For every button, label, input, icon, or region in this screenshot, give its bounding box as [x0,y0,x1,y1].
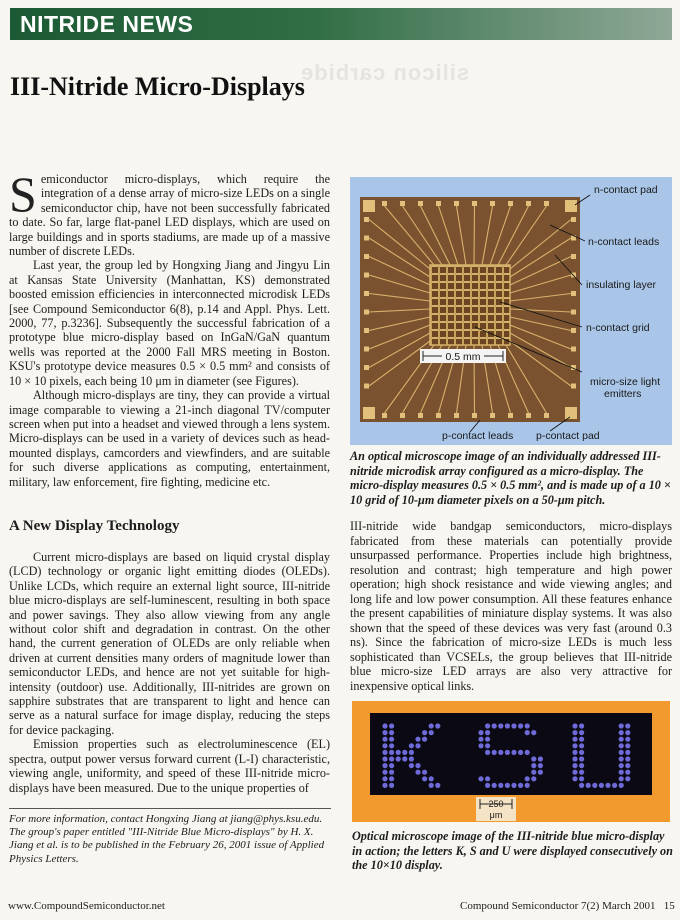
pixel-u [572,750,577,755]
pixel-s [531,756,536,761]
pixel-u [586,783,591,788]
pixel-k [389,763,394,768]
pixel-u [605,783,610,788]
pixel-k [429,783,434,788]
pixel-u [619,750,624,755]
contact-lead [474,206,475,265]
contact-pad [571,328,576,333]
contact-pad [364,328,369,333]
fig2-scale [352,795,670,825]
label-n-contact-leads: n-contact leads [588,236,660,248]
pixel-s [485,783,490,788]
pixel-u [592,783,597,788]
pixel-k [389,770,394,775]
pixel-k [409,750,414,755]
pixel-s [478,743,483,748]
pixel-s [498,723,503,728]
pixel-u [619,763,624,768]
pixel-s [525,750,530,755]
pixel-s [518,723,523,728]
pixel-k [415,737,420,742]
contact-pad [571,217,576,222]
intro-paragraph-2: Last year, the group led by Hongxing Jiang and Jingyu Lin at Kansas State University (Manhattan, KS) demonstrated boosted emission efficiencies in interconnected microdisk LEDs [see Compound Semiconductor 6(8), p.14 and Appl. Phys. Lett. 2000, 77, p.3236]. Subsequently the successful fabrication of a prototype blue micro-display based on InGaN/GaN quantum wells was reported at the 2000 Fall MRS meeting in Boston. KSU's prototype device measures 0.5 × 0.5 mm² and consists of 10 × 10 pixels, each being 10 μm in diameter (see Figures). [9,258,330,388]
pixel-k [389,750,394,755]
label-n-contact-grid: n-contact grid [586,322,650,334]
pixel-s [485,743,490,748]
ksu-display-figure [352,701,670,822]
contact-pad [418,201,423,206]
corner-pad [363,407,375,419]
page-number: 15 [663,900,675,912]
drop-cap: S [9,166,37,222]
figure2-caption: Optical microscope image of the III-nitride blue micro-display in action; the letters K, S and U were displayed consecutively on the 10×10 display. [352,829,673,873]
pixel-s [478,737,483,742]
label-emitters-1: micro-size light [590,376,661,388]
section-banner [10,8,672,40]
contact-pad [436,413,441,418]
pixel-u [572,756,577,761]
pixel-k [415,770,420,775]
pixel-k [382,756,387,761]
pixel-u [625,750,630,755]
pixel-s [531,770,536,775]
pixel-k [422,730,427,735]
pixel-k [402,756,407,761]
pixel-k [382,783,387,788]
contact-pad [571,384,576,389]
pixel-k [382,743,387,748]
intro-column [9,166,330,489]
label-p-contact-leads: p-contact leads [442,430,514,442]
pixel-s [492,783,497,788]
contact-pad [508,413,513,418]
contact-pad [382,413,387,418]
label-p-contact-pad: p-contact pad [536,430,600,442]
pixel-k [389,776,394,781]
pixel-u [579,750,584,755]
pixel-k [382,730,387,735]
label-emitters-2: emitters [604,388,642,400]
pixel-u [619,776,624,781]
pixel-k [422,737,427,742]
corner-pad [363,200,375,212]
pixel-s [525,730,530,735]
pixel-k [422,770,427,775]
pixel-s [538,756,543,761]
pixel-s [531,763,536,768]
scale-label: 0.5 mm [445,351,481,363]
pixel-k [435,783,440,788]
pixel-u [579,737,584,742]
footer-issue-text: Compound Semiconductor 7(2) March 2001 [460,900,656,912]
pixel-u [619,737,624,742]
page-title: III-Nitride Micro-Displays [10,72,305,101]
pixel-k [396,756,401,761]
pixel-u [572,743,577,748]
scale-unit: μm [489,810,503,820]
n-contact-grid [430,265,510,345]
right-paragraph: III-nitride wide bandgap semiconductors, micro-displays fabricated from these materials can potentially provide unsurpassed performance. Properties include high brightness, resolution and contrast; high temperature and high power operation; high shock resistance and wide viewing angles; and long life and low power consumption. All these features enhance the present capabilities of miniature display systems. It was also shown that the speed of these devices was very fast (around 0.3 ns). Since the fabrication of micro-size LEDs is much less sophisticated than VCSELs, the group believes that III-nitride blue micro-size LED arrays are also very attractive for inexpensive optical links. [350,519,672,693]
intro-paragraph-3: Although micro-displays are tiny, they can provide a virtual image comparable to viewing a 21-inch diagonal TV/computer screen when put into a headset and viewed through a lens system. Micro-displays can be used in a variety of devices such as head-mounted displays, camcorders and viewfinders, and are suitable for such diverse applications as computing, entertainment, military, law enforcement, fire fighting, medicine etc. [9,388,330,489]
pixel-k [402,750,407,755]
pixel-s [498,783,503,788]
pixel-k [422,776,427,781]
microdisplay-figure [350,177,672,445]
contact-pad [364,384,369,389]
contact-pad [508,201,513,206]
pixel-k [382,750,387,755]
footnote: For more information, contact Hongxing Jiang at jiang@phys.ksu.edu. The group's paper entitled "III-Nitride Blue Micro-displays" by H. X. Jiang et al. is to be published in the February 26, 2001 issue of Applied Physics Letters. [9,813,325,865]
pixel-u [579,743,584,748]
contact-pad [544,201,549,206]
pixel-k [382,723,387,728]
pixel-u [625,763,630,768]
contact-pad [364,310,369,315]
pixel-u [579,730,584,735]
pixel-s [478,776,483,781]
contact-pad [436,201,441,206]
pixel-u [625,770,630,775]
pixel-u [572,737,577,742]
ksu-pixel-display [370,713,652,795]
section-label: NITRIDE NEWS [20,11,194,37]
contact-pad [472,413,477,418]
pixel-k [415,763,420,768]
pixel-s [511,723,516,728]
contact-pad [382,201,387,206]
pixel-u [625,737,630,742]
contact-pad [571,347,576,352]
pixel-u [579,756,584,761]
contact-pad [364,365,369,370]
contact-pad [490,201,495,206]
display-screen [370,713,652,795]
pixel-s [492,750,497,755]
pixel-u [619,723,624,728]
intro-paragraph-1 [9,166,330,259]
pixel-s [505,750,510,755]
footer-issue [460,900,675,912]
pixel-u [572,776,577,781]
pixel-s [485,776,490,781]
pixel-k [429,776,434,781]
corner-pad [565,407,577,419]
pixel-u [619,783,624,788]
pixel-u [572,730,577,735]
section2-paragraph-1: Current micro-displays are based on liquid crystal display (LCD) technology or organic light emitting diodes (OLEDs). Unlike LCDs, which require an external light source, III-nitride blue micro-displays are self-luminescent, resulting in both space and power savings. They also allow viewing from any angle without color shift and degradation in contrast. On the other hand, the current generation of OLEDs are only reliable when driven at current densities many orders of magnitude lower than semiconductor LEDs, and hence are not yet suitable for high-intensity (outdoor) use. Additionally, III-nitrides are grown on sapphire substrates that are transparent to light and hence can serve as a natural surface for image display, reducing the steps for device packaging. [9,550,330,737]
pixel-u [579,770,584,775]
pixel-u [579,723,584,728]
pixel-k [382,763,387,768]
pixel-k [389,737,394,742]
contact-pad [454,413,459,418]
pixel-k [382,737,387,742]
pixel-u [619,770,624,775]
pixel-u [619,756,624,761]
pixel-s [511,750,516,755]
contact-pad [364,236,369,241]
contact-pad [418,413,423,418]
pixel-u [625,730,630,735]
contact-pad [454,201,459,206]
pixel-k [415,743,420,748]
contact-pad [526,201,531,206]
label-insulating-layer: insulating layer [586,279,657,291]
contact-pad [364,254,369,259]
scale-value: 250 [488,799,504,809]
corner-pad [565,200,577,212]
pixel-u [572,723,577,728]
pixel-s [538,770,543,775]
pixel-u [572,763,577,768]
pixel-s [498,750,503,755]
pixel-u [619,730,624,735]
section-heading: A New Display Technology [9,518,180,534]
pixel-k [382,770,387,775]
pixel-k [389,783,394,788]
pixel-s [525,723,530,728]
pixel-s [485,730,490,735]
contact-pad [571,254,576,259]
pixel-k [382,776,387,781]
contact-pad [364,273,369,278]
pixel-k [429,730,434,735]
pixel-s [485,737,490,742]
pixel-s [518,783,523,788]
pixel-k [389,743,394,748]
pixel-s [518,750,523,755]
pixel-k [409,763,414,768]
pixel-k [435,723,440,728]
pixel-k [389,723,394,728]
pixel-s [525,783,530,788]
pixel-u [572,770,577,775]
pixel-u [612,783,617,788]
pixel-s [485,750,490,755]
contact-pad [364,291,369,296]
contact-pad [571,291,576,296]
contact-pad [364,217,369,222]
pixel-u [625,756,630,761]
contact-pad [364,347,369,352]
pixel-k [396,750,401,755]
contact-pad [400,201,405,206]
pixel-u [625,743,630,748]
pixel-s [531,776,536,781]
pixel-u [579,763,584,768]
pixel-u [579,776,584,781]
pixel-u [599,783,604,788]
contact-pad [400,413,405,418]
pixel-k [389,756,394,761]
pixel-u [625,776,630,781]
intro-paragraph-1-text: emiconductor micro-displays, which require the integration of a dense array of micro-size LEDs on a single semiconductor chip, have not been successfully fabricated to date. So far, large flat-panel LED displays, which are used on large buildings and in sports stadiums, are made up of a massive number of discrete LEDs. [9,172,330,259]
pixel-s [478,730,483,735]
pixel-k [409,743,414,748]
pixel-k [389,730,394,735]
pixel-s [531,730,536,735]
pixel-s [505,723,510,728]
microdisplay-diagram [350,177,672,445]
pixel-s [525,776,530,781]
footnote-divider [9,808,331,809]
pixel-s [538,763,543,768]
pixel-s [505,783,510,788]
figure1-caption: An optical microscope image of an individually addressed III-nitride microdisk array configured as a micro-display. The micro-display measures 0.5 × 0.5 mm², and is made up of a 10 × 10 grid of 10-μm diameter pixels on a 50-μm pitch. [350,449,671,507]
section2-paragraph-2: Emission properties such as electroluminescence (EL) spectra, output power versus forward current (L-I) characteristic, viewing angle, uniformity, and speed of these III-nitride micro-displays have been measured. Due to the unique properties of [9,737,330,795]
pixel-u [625,723,630,728]
pixel-u [619,743,624,748]
contact-pad [526,413,531,418]
pixel-s [485,723,490,728]
pixel-k [429,723,434,728]
footer-website: www.CompoundSemiconductor.net [8,900,165,912]
contact-pad [571,310,576,315]
pixel-k [409,756,414,761]
pixel-s [492,723,497,728]
contact-pad [544,413,549,418]
pixel-u [579,783,584,788]
contact-pad [490,413,495,418]
pixel-s [511,783,516,788]
show-through-text: silicon carbide [300,60,470,85]
section2-column [9,550,330,795]
contact-pad [472,201,477,206]
label-n-contact-pad: n-contact pad [594,184,658,196]
right-column [350,519,672,693]
